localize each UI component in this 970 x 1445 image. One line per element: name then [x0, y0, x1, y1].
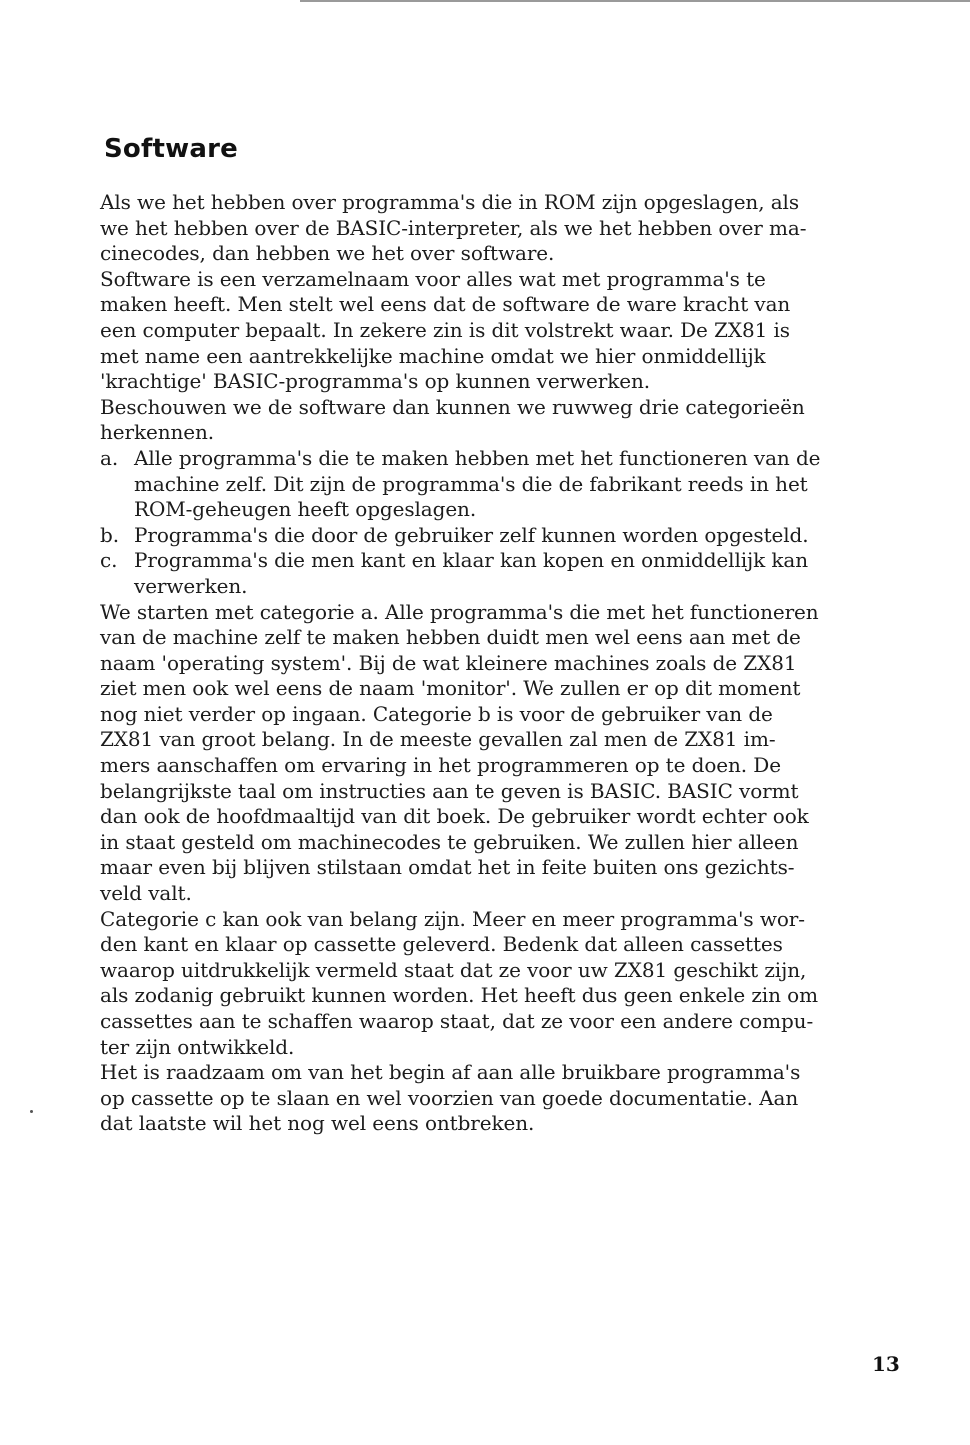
text-line — [100, 983, 912, 1009]
text-line — [100, 1086, 912, 1112]
text-line — [100, 420, 912, 446]
text-line — [100, 727, 912, 753]
text-line — [100, 804, 912, 830]
line-text: op cassette op te slaan en wel voorzien van goede documentatie. Aan — [100, 1085, 799, 1110]
line-text: 'krachtige' BASIC-programma's op kunnen verwerken. — [100, 369, 651, 394]
text-line — [100, 1009, 912, 1035]
text-line — [100, 472, 912, 498]
list-marker: c. — [100, 548, 118, 573]
text-line — [100, 190, 912, 216]
line-text: ter zijn ontwikkeld. — [100, 1034, 295, 1059]
text-line — [100, 267, 912, 293]
text-line — [100, 344, 912, 370]
line-text: dan ook de hoofdmaaltijd van dit boek. De gebruiker wordt echter ook — [100, 804, 809, 829]
list-marker: b. — [100, 522, 119, 547]
line-text: herkennen. — [100, 420, 215, 445]
line-text: cassettes aan te schaffen waarop staat, dat ze voor een andere compu- — [100, 1009, 814, 1033]
text-line — [100, 753, 912, 779]
line-text: verwerken. — [134, 573, 248, 598]
text-line — [100, 881, 912, 907]
text-line — [100, 932, 912, 958]
line-text: naam 'operating system'. Bij de wat kleinere machines zoals de ZX81 — [100, 650, 797, 675]
line-text: we het hebben over de BASIC-interpreter, als we het hebben over ma- — [100, 215, 807, 240]
text-line — [100, 497, 912, 523]
line-text: Als we het hebben over programma's die in ROM zijn opgeslagen, als — [100, 190, 800, 214]
line-text: nog niet verder op ingaan. Categorie b is voor de gebruiker van de — [100, 701, 773, 726]
line-text: van de machine zelf te maken hebben duidt men wel eens aan met de — [100, 625, 801, 650]
line-text: dat laatste wil het nog wel eens ontbreken. — [100, 1111, 535, 1136]
text-line — [100, 292, 912, 318]
line-text: Software is een verzamelnaam voor alles wat met programma's te — [100, 266, 766, 291]
text-line — [100, 676, 912, 702]
text-line — [100, 907, 912, 933]
text-line — [100, 702, 912, 728]
page-number: 13 — [872, 1352, 900, 1376]
line-text: belangrijkste taal om instructies aan te geven is BASIC. BASIC vormt — [100, 778, 799, 803]
line-text: ziet men ook wel eens de naam 'monitor'. We zullen er op dit moment — [100, 676, 801, 701]
text-line — [100, 958, 912, 984]
line-text: als zodanig gebruikt kunnen worden. Het heeft dus geen enkele zin om — [100, 983, 818, 1008]
line-text: met name een aantrekkelijke machine omdat we hier onmiddellijk — [100, 343, 766, 368]
text-line — [100, 625, 912, 651]
line-text: Categorie c kan ook van belang zijn. Meer en meer programma's wor- — [100, 906, 805, 931]
text-line — [100, 779, 912, 805]
line-text: maken heeft. Men stelt wel eens dat de software de ware kracht van — [100, 292, 791, 317]
line-text: waarop uitdrukkelijk vermeld staat dat ze voor uw ZX81 geschikt zijn, — [100, 957, 807, 982]
text-line — [100, 855, 912, 881]
line-text: Programma's die men kant en klaar kan kopen en onmiddellijk kan — [134, 548, 809, 573]
text-line — [100, 651, 912, 677]
line-text: Alle programma's die te maken hebben met het functioneren van de — [134, 445, 821, 470]
line-text: Beschouwen we de software dan kunnen we ruwweg drie categorieën — [100, 394, 805, 419]
line-text: een computer bepaalt. In zekere zin is dit volstrekt waar. De ZX81 is — [100, 317, 790, 342]
text-line — [100, 574, 912, 600]
text-line — [100, 216, 912, 242]
line-text: ROM-geheugen heeft opgeslagen. — [134, 497, 477, 522]
list-marker: a. — [100, 445, 119, 470]
page-top-edge — [300, 0, 970, 2]
text-line — [100, 395, 912, 421]
section-heading: Software — [104, 134, 238, 164]
text-line — [100, 318, 912, 344]
line-text: Programma's die door de gebruiker zelf kunnen worden opgesteld. — [134, 522, 809, 547]
line-text: We starten met categorie a. Alle programma's die met het functioneren — [100, 599, 819, 624]
text-line — [100, 548, 912, 574]
text-line — [100, 369, 912, 395]
text-line — [100, 1035, 912, 1061]
text-line — [100, 523, 912, 549]
line-text: veld valt. — [100, 881, 192, 906]
text-line — [100, 1060, 912, 1086]
line-text: ZX81 van groot belang. In de meeste gevallen zal men de ZX81 im- — [100, 727, 776, 752]
line-text: machine zelf. Dit zijn de programma's die de fabrikant reeds in het — [134, 471, 808, 496]
line-text: den kant en klaar op cassette geleverd. Bedenk dat alleen cassettes — [100, 932, 783, 957]
text-line — [100, 446, 912, 472]
body-text — [100, 190, 912, 1137]
text-line — [100, 241, 912, 267]
line-text: cinecodes, dan hebben we het over software. — [100, 241, 555, 266]
line-text: in staat gesteld om machinecodes te gebruiken. We zullen hier alleen — [100, 829, 799, 854]
text-line — [100, 600, 912, 626]
line-text: maar even bij blijven stilstaan omdat het in feite buiten ons gezichts- — [100, 855, 795, 880]
text-line — [100, 830, 912, 856]
line-text: Het is raadzaam om van het begin af aan alle bruikbare programma's — [100, 1060, 801, 1085]
line-text: mers aanschaffen om ervaring in het programmeren op te doen. De — [100, 753, 781, 778]
text-line — [100, 1111, 912, 1137]
scan-speck — [30, 1110, 33, 1113]
